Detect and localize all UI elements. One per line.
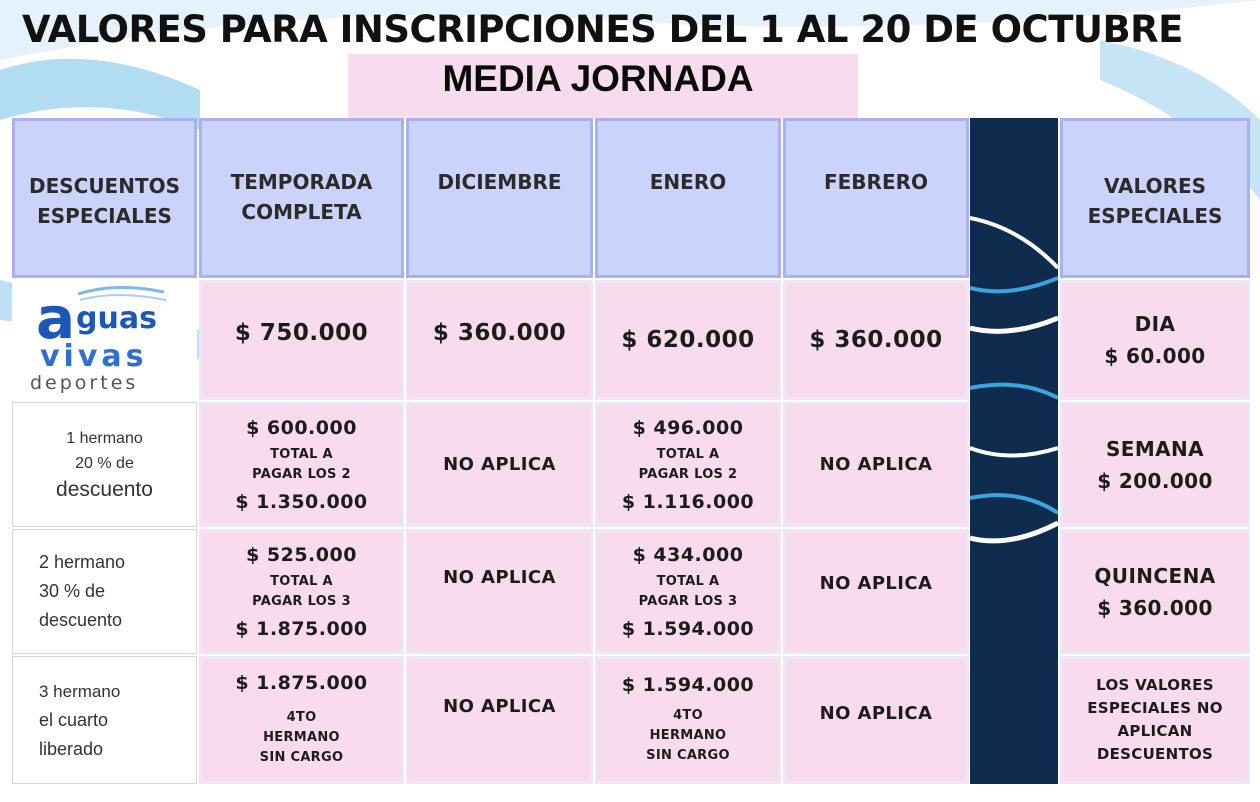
febrero-2-hermano bbox=[783, 529, 969, 654]
header-diciembre bbox=[406, 118, 593, 278]
discount-label-line2: 30 % de bbox=[39, 581, 106, 601]
special-price: $ 360.000 bbox=[1097, 595, 1213, 620]
temporada-3-hermano bbox=[199, 656, 404, 784]
total-label-line1: TOTAL A bbox=[656, 446, 720, 462]
special-quincena bbox=[1060, 529, 1250, 654]
header-enero bbox=[595, 118, 781, 278]
free-label-line1: 4TO bbox=[286, 710, 317, 725]
price-value: $ 360.000 bbox=[809, 327, 943, 353]
discount-label-line3: liberado bbox=[39, 738, 104, 759]
header-valores-line1: VALORES bbox=[1103, 174, 1207, 198]
special-label: DIA bbox=[1134, 312, 1176, 336]
header-febrero bbox=[783, 118, 969, 278]
special-semana bbox=[1060, 402, 1250, 527]
total-label-line2: PAGAR LOS 3 bbox=[252, 593, 351, 609]
dark-wave-column bbox=[970, 118, 1058, 784]
temporada-2-hermano bbox=[199, 529, 404, 654]
page-title: VALORES PARA INSCRIPCIONES DEL 1 AL 20 DE OCTUBRE bbox=[22, 8, 1183, 51]
total-label-line2: PAGAR LOS 2 bbox=[638, 466, 738, 482]
free-label-line1: 4TO bbox=[673, 708, 703, 723]
header-febrero-label: FEBRERO bbox=[823, 170, 929, 194]
aguas-vivas-logo-mark bbox=[36, 282, 176, 372]
logo-word-guas: guas bbox=[76, 301, 157, 336]
logo-word-deportes: deportes bbox=[30, 372, 139, 394]
header-descuentos-line1: DESCUENTOS bbox=[28, 174, 181, 198]
free-label-line3: SIN CARGO bbox=[646, 748, 730, 763]
total-label-line2: PAGAR LOS 3 bbox=[638, 593, 738, 609]
free-label-line3: SIN CARGO bbox=[259, 750, 344, 765]
logo-word-vivas: vivas bbox=[40, 339, 148, 372]
diciembre-3-hermano bbox=[406, 656, 593, 784]
special-note-line1: LOS VALORES bbox=[1096, 676, 1214, 694]
special-price: $ 60.000 bbox=[1104, 344, 1206, 368]
diciembre-1-hermano bbox=[406, 402, 593, 527]
total-label-line1: TOTAL A bbox=[270, 446, 333, 462]
free-label-line2: HERMANO bbox=[649, 728, 727, 743]
total-value: $ 1.875.000 bbox=[235, 617, 368, 640]
discount-3-hermano bbox=[12, 656, 197, 784]
special-note bbox=[1060, 656, 1250, 784]
enero-2-hermano bbox=[595, 529, 781, 654]
not-applicable-label: NO APLICA bbox=[443, 567, 556, 588]
header-temporada-line1: TEMPORADA bbox=[230, 170, 373, 194]
price-value: $ 1.875.000 bbox=[235, 672, 368, 694]
price-value: $ 600.000 bbox=[246, 416, 357, 439]
price-value: $ 360.000 bbox=[432, 320, 567, 346]
not-applicable-label: NO APLICA bbox=[819, 454, 933, 475]
price-value: $ 620.000 bbox=[621, 327, 755, 353]
special-note-line3: APLICAN bbox=[1117, 722, 1193, 740]
temporada-1-hermano bbox=[199, 402, 404, 527]
header-enero-label: ENERO bbox=[649, 170, 727, 194]
header-temporada-line2: COMPLETA bbox=[241, 200, 362, 224]
special-note-line4: DESCUENTOS bbox=[1096, 745, 1214, 763]
total-label-line1: TOTAL A bbox=[270, 573, 333, 589]
total-label-line1: TOTAL A bbox=[656, 573, 720, 589]
page-subtitle: MEDIA JORNADA bbox=[442, 58, 754, 99]
header-diciembre-label: DICIEMBRE bbox=[437, 170, 562, 194]
special-label: SEMANA bbox=[1105, 436, 1205, 461]
enero-3-hermano bbox=[595, 656, 781, 784]
price-enero-base bbox=[595, 280, 781, 400]
not-applicable-label: NO APLICA bbox=[443, 454, 556, 475]
discount-label-line2: 20 % de bbox=[75, 454, 134, 472]
diciembre-2-hermano bbox=[406, 529, 593, 654]
header-valores-especiales bbox=[1060, 118, 1250, 278]
wave-lines-graphic bbox=[970, 118, 1058, 784]
header-temporada bbox=[199, 118, 404, 278]
discount-label-line1: 2 hermano bbox=[39, 552, 126, 572]
price-value: $ 496.000 bbox=[632, 416, 744, 439]
free-label-line2: HERMANO bbox=[263, 730, 340, 745]
price-value: $ 750.000 bbox=[234, 320, 369, 346]
not-applicable-label: NO APLICA bbox=[443, 695, 556, 717]
discount-label-line1: 1 hermano bbox=[66, 429, 143, 447]
discount-label-line3: descuento bbox=[39, 610, 123, 630]
header-descuentos bbox=[12, 118, 197, 278]
total-value: $ 1.350.000 bbox=[235, 490, 368, 513]
special-label: QUINCENA bbox=[1094, 563, 1216, 588]
discount-label-line1: 3 hermano bbox=[39, 681, 121, 701]
price-value: $ 1.594.000 bbox=[621, 674, 755, 696]
febrero-1-hermano bbox=[783, 402, 969, 527]
special-dia bbox=[1060, 280, 1250, 400]
not-applicable-label: NO APLICA bbox=[819, 573, 933, 594]
price-febrero-base bbox=[783, 280, 969, 400]
total-label-line2: PAGAR LOS 2 bbox=[252, 466, 351, 482]
febrero-3-hermano bbox=[783, 656, 969, 784]
price-value: $ 434.000 bbox=[632, 543, 744, 566]
special-note-line2: ESPECIALES NO bbox=[1087, 699, 1223, 717]
discount-2-hermano bbox=[12, 529, 197, 654]
total-value: $ 1.116.000 bbox=[621, 490, 755, 513]
total-value: $ 1.594.000 bbox=[621, 617, 755, 640]
price-diciembre-base bbox=[406, 280, 593, 400]
discount-1-hermano bbox=[12, 402, 197, 527]
discount-label-line2: el cuarto bbox=[39, 709, 109, 730]
logo-letter-a: a bbox=[36, 284, 76, 352]
special-price: $ 200.000 bbox=[1097, 468, 1213, 493]
enero-1-hermano bbox=[595, 402, 781, 527]
price-value: $ 525.000 bbox=[246, 543, 357, 566]
discount-label-line3: descuento bbox=[56, 477, 153, 501]
header-valores-line2: ESPECIALES bbox=[1087, 204, 1223, 228]
header-descuentos-line2: ESPECIALES bbox=[37, 204, 172, 228]
not-applicable-label: NO APLICA bbox=[819, 702, 933, 724]
price-temporada-base bbox=[199, 280, 404, 400]
